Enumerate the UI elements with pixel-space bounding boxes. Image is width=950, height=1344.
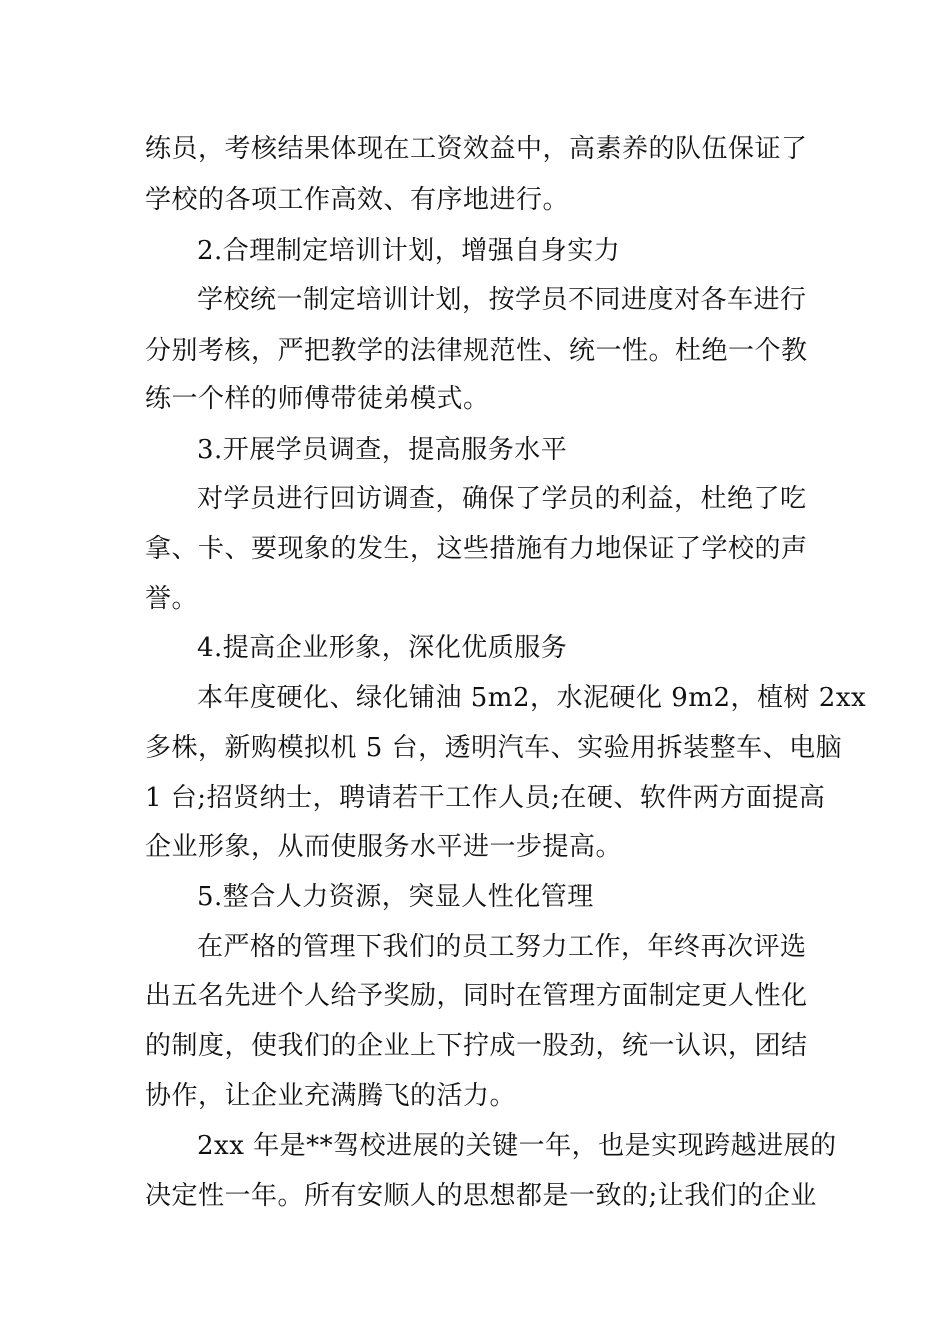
text-line: 誉。	[145, 584, 199, 614]
text-line: 在严格的管理下我们的员工努力工作，年终再次评选	[197, 932, 807, 962]
text-line: 对学员进行回访调查，确保了学员的利益，杜绝了吃	[197, 484, 807, 514]
text-line: 决定性一年。所有安顺人的思想都是一致的;让我们的企业	[145, 1181, 817, 1211]
section-heading: 3.开展学员调查，提高服务水平	[197, 435, 568, 465]
text-line: 2xx 年是**驾校进展的关键一年，也是实现跨越进展的	[197, 1131, 837, 1161]
text-line: 出五名先进个人给予奖励，同时在管理方面制定更人性化	[145, 981, 808, 1011]
section-heading: 4.提高企业形象，深化优质服务	[197, 633, 568, 663]
text-line: 的制度，使我们的企业上下拧成一股劲，统一认识，团结	[145, 1031, 808, 1061]
text-line: 1 台;招贤纳士，聘请若干工作人员;在硬、软件两方面提高	[145, 783, 826, 813]
text-line: 练一个样的师傅带徒弟模式。	[145, 384, 490, 414]
section-heading: 2.合理制定培训计划，增强自身实力	[197, 236, 621, 266]
section-heading: 5.整合人力资源，突显人性化管理	[197, 882, 594, 912]
text-line: 协作，让企业充满腾飞的活力。	[145, 1081, 517, 1111]
text-line: 学校统一制定培训计划，按学员不同进度对各车进行	[197, 285, 807, 315]
text-line: 学校的各项工作高效、有序地进行。	[145, 185, 570, 215]
text-line: 企业形象，从而使服务水平进一步提高。	[145, 832, 623, 862]
text-line: 多株，新购模拟机 5 台，透明汽车、实验用拆装整车、电脑	[145, 733, 843, 763]
text-line: 练员，考核结果体现在工资效益中，高素养的队伍保证了	[145, 134, 808, 164]
text-line: 分别考核，严把教学的法律规范性、统一性。杜绝一个教	[145, 336, 808, 366]
text-line: 拿、卡、要现象的发生，这些措施有力地保证了学校的声	[145, 534, 808, 564]
text-line: 本年度硬化、绿化铺油 5m2，水泥硬化 9m2，植树 2xx	[197, 683, 867, 713]
